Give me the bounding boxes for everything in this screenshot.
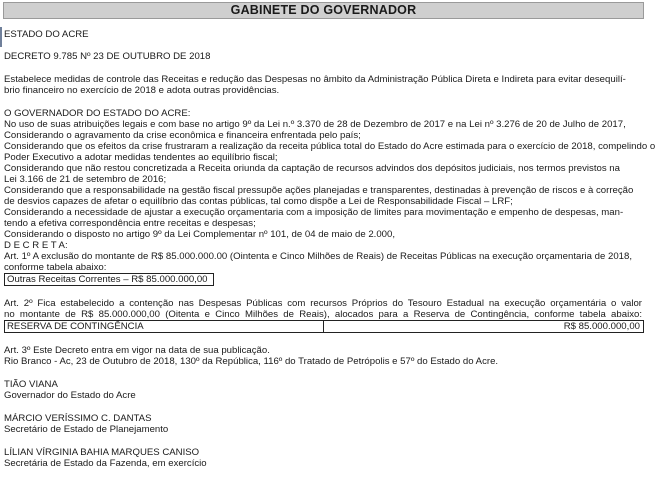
signatory-role: Secretária de Estado da Fazenda, em exercício: [4, 458, 207, 469]
ementa-line: Estabelece medidas de controle das Receitas e redução das Despesas no âmbito da Administração Pública Direta e Indireta para evitar desequilí-: [4, 74, 626, 85]
revenue-table: [4, 273, 214, 286]
preamble-line: Considerando o agravamento da crise econômica e financeira enfrentada pelo país;: [4, 130, 361, 141]
contingency-value: R$ 85.000.000,00: [563, 321, 640, 332]
preamble-line: Considerando o disposto no artigo 9º da Lei Complementar nº 101, de 04 de maio de 2.000,: [4, 229, 396, 240]
ementa: [4, 74, 646, 96]
ementa-line: brio financeiro no exercício de 2018 e adota outras providências.: [4, 85, 280, 96]
decree-title: DECRETO 9.785 Nº 23 DE OUTUBRO DE 2018: [4, 51, 211, 62]
preamble-line: de desvios capazes de afetar o equilíbrio das contas públicas, tal como dispõe a Lei de Responsabilidade Fiscal – LRF;: [4, 196, 513, 207]
preamble-line: Considerando que os efeitos da crise frustraram a realização da receita pública total do Estado do Acre estimada para o exercício de 2018, compelindo o: [4, 141, 656, 152]
decreta-label: D E C R E T A:: [4, 240, 68, 251]
article-line: Art. 3º Este Decreto entra em vigor na data de sua publicação.: [4, 345, 270, 356]
contingency-label: RESERVA DE CONTINGÊNCIA: [5, 321, 324, 332]
article-1: [4, 251, 646, 273]
decree-document: [4, 29, 656, 469]
place-date: Rio Branco - Ac, 23 de Outubro de 2018, 130º da República, 116º do Tratado de Petrópolis e 57º do Estado do Acre.: [4, 356, 499, 367]
signatory-name: TIÃO VIANA: [4, 379, 58, 390]
article-line: no montante de R$ 85.000.000,00 (Oitenta e Cinco Milhões de Reais), alocados para a Reserva de Contingência, conforme tabela abaixo:: [4, 309, 642, 320]
article-3: [4, 345, 646, 367]
signature-block: [4, 413, 646, 435]
article-line: Art. 1º A exclusão do montante de R$ 85.000.000.00 (Ointenta e Cinco Milhões de Reais) de Receitas Públicas na execução orçamentaria de 2018,: [4, 251, 633, 262]
signatory-name: LÍLIAN VÍRGINIA BAHIA MARQUES CANISO: [4, 447, 200, 458]
article-2: [4, 298, 646, 320]
margin-rule: [0, 27, 2, 47]
section-header-title: GABINETE DO GOVERNADOR: [230, 3, 417, 17]
signature-block: [4, 447, 646, 469]
preamble-line: O GOVERNADOR DO ESTADO DO ACRE:: [4, 108, 191, 119]
section-header: [3, 2, 644, 19]
signature-block: [4, 379, 646, 401]
signatory-role: Governador do Estado do Acre: [4, 390, 136, 401]
signatory-name: MÁRCIO VERÍSSIMO C. DANTAS: [4, 413, 152, 424]
state-heading: ESTADO DO ACRE: [4, 29, 89, 40]
contingency-table: [4, 320, 644, 333]
preamble-line: Lei 3.166 de 21 de setembro de 2016;: [4, 174, 167, 185]
preamble: [4, 108, 656, 251]
revenue-table-cell: Outras Receitas Correntes – R$ 85.000.000,00: [7, 274, 208, 285]
preamble-line: Considerando que a responsabilidade na gestão fiscal pressupõe ações planejadas e transparentes, destinadas à prevenção de riscos e à correção: [4, 185, 634, 196]
preamble-line: tendo a efetiva correspondência entre receitas e despesas;: [4, 218, 256, 229]
preamble-line: Poder Executivo a adotar medidas tendentes ao equilíbrio fiscal;: [4, 152, 278, 163]
preamble-line: Considerando a necessidade de ajustar a execução orçamentaria com a imposição de limites para movimentação e empenho de despesas, man-: [4, 207, 624, 218]
preamble-line: No uso de suas atribuições legais e com base no artigo 9º da Lei n.º 3.370 de 28 de Dezembro de 2017 e na Lei nº 3.276 de 20 de Julho de 2017,: [4, 119, 626, 130]
signatory-role: Secretário de Estado de Planejamento: [4, 424, 169, 435]
article-line: conforme tabela abaixo:: [4, 262, 107, 273]
preamble-line: Considerando que não restou concretizada a Receita oriunda da captação de recursos advindos dos depósitos judiciais, nos termos previstos na: [4, 163, 620, 174]
article-line: Art. 2º Fica estabelecido a contenção nas Despesas Públicas com recursos Próprios do Tesouro Estadual na execução orçamentária o valor: [4, 298, 642, 309]
